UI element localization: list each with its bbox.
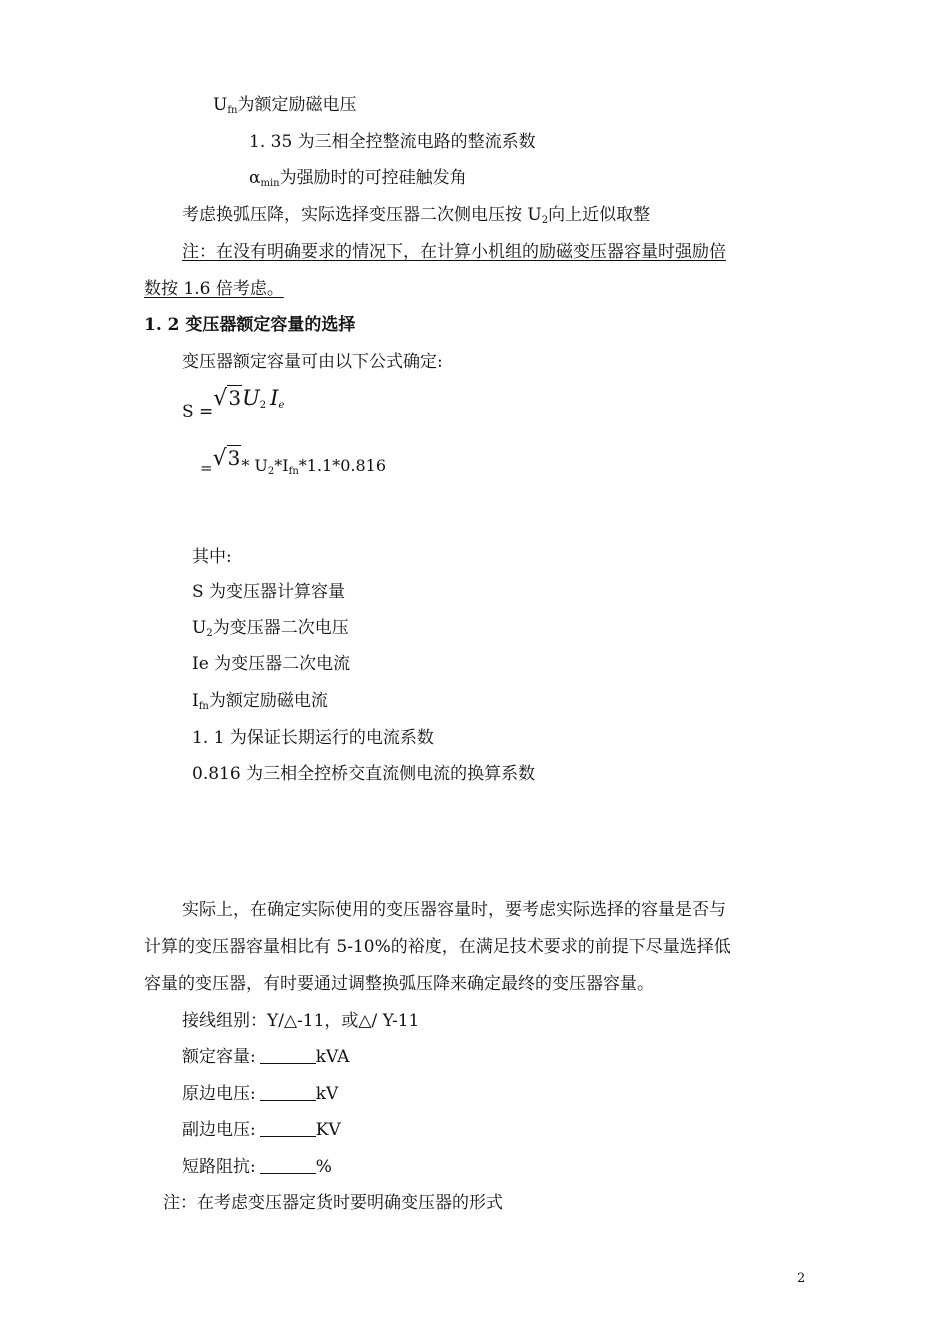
section-heading: 1. 2 变压器额定容量的选择 — [144, 315, 356, 335]
text-line: $\alpha_{min}$为强励时的可控硅触发角 — [249, 168, 467, 189]
text-line: Ie 为变压器二次电流 — [192, 654, 351, 674]
text-line: 其中: — [192, 547, 232, 567]
blank-field — [260, 1122, 316, 1137]
note-line: 数按 1.6 倍考虑。 — [144, 279, 284, 299]
paragraph-line: 计算的变压器容量相比有 5-10%的裕度，在满足技术要求的前提下尽量选择低 — [144, 937, 731, 957]
paragraph-line: 实际上，在确定实际使用的变压器容量时，要考虑实际选择的容量是否与 — [182, 900, 726, 920]
spec-line: 短路阻抗: % — [182, 1157, 332, 1177]
blank-field — [260, 1086, 316, 1101]
text-line: 1. 1 为保证长期运行的电流系数 — [192, 728, 434, 748]
text-line: $I_{fn}$为额定励磁电流 — [192, 691, 328, 712]
text-line: 变压器额定容量可由以下公式确定: — [182, 352, 443, 372]
formula: =√3* $U_2*I_{fn}*1.1*0.816$ — [200, 446, 387, 477]
spec-line: 额定容量: kVA — [182, 1047, 350, 1067]
paragraph-line: 容量的变压器，有时要通过调整换弧压降来确定最终的变压器容量。 — [144, 974, 654, 994]
spec-line: 副边电压: KV — [182, 1120, 341, 1140]
note-line: 注：在没有明确要求的情况下，在计算小机组的励磁变压器容量时强励倍 — [182, 242, 726, 262]
text-line: $U_2$为变压器二次电压 — [192, 618, 349, 639]
page-number: 2 — [797, 1271, 806, 1286]
formula: $S =√3U_2$ $I_e$ — [182, 386, 285, 422]
text-line: 0.816 为三相全控桥交直流侧电流的换算系数 — [192, 764, 536, 784]
text-line: 考虑换弧压降，实际选择变压器二次侧电压按 $U_2$向上近似取整 — [182, 205, 651, 226]
text-line: S 为变压器计算容量 — [192, 582, 346, 602]
blank-field — [260, 1159, 316, 1174]
spec-line: 接线组别：Y/△-11，或△/ Y-11 — [182, 1011, 420, 1031]
spec-line: 原边电压: kV — [182, 1084, 339, 1104]
blank-field — [260, 1049, 316, 1064]
text-line: $U_{fn}$为额定励磁电压 — [213, 95, 357, 116]
note-line: 注：在考虑变压器定货时要明确变压器的形式 — [163, 1193, 503, 1213]
text-line: 1. 35 为三相全控整流电路的整流系数 — [249, 132, 536, 152]
